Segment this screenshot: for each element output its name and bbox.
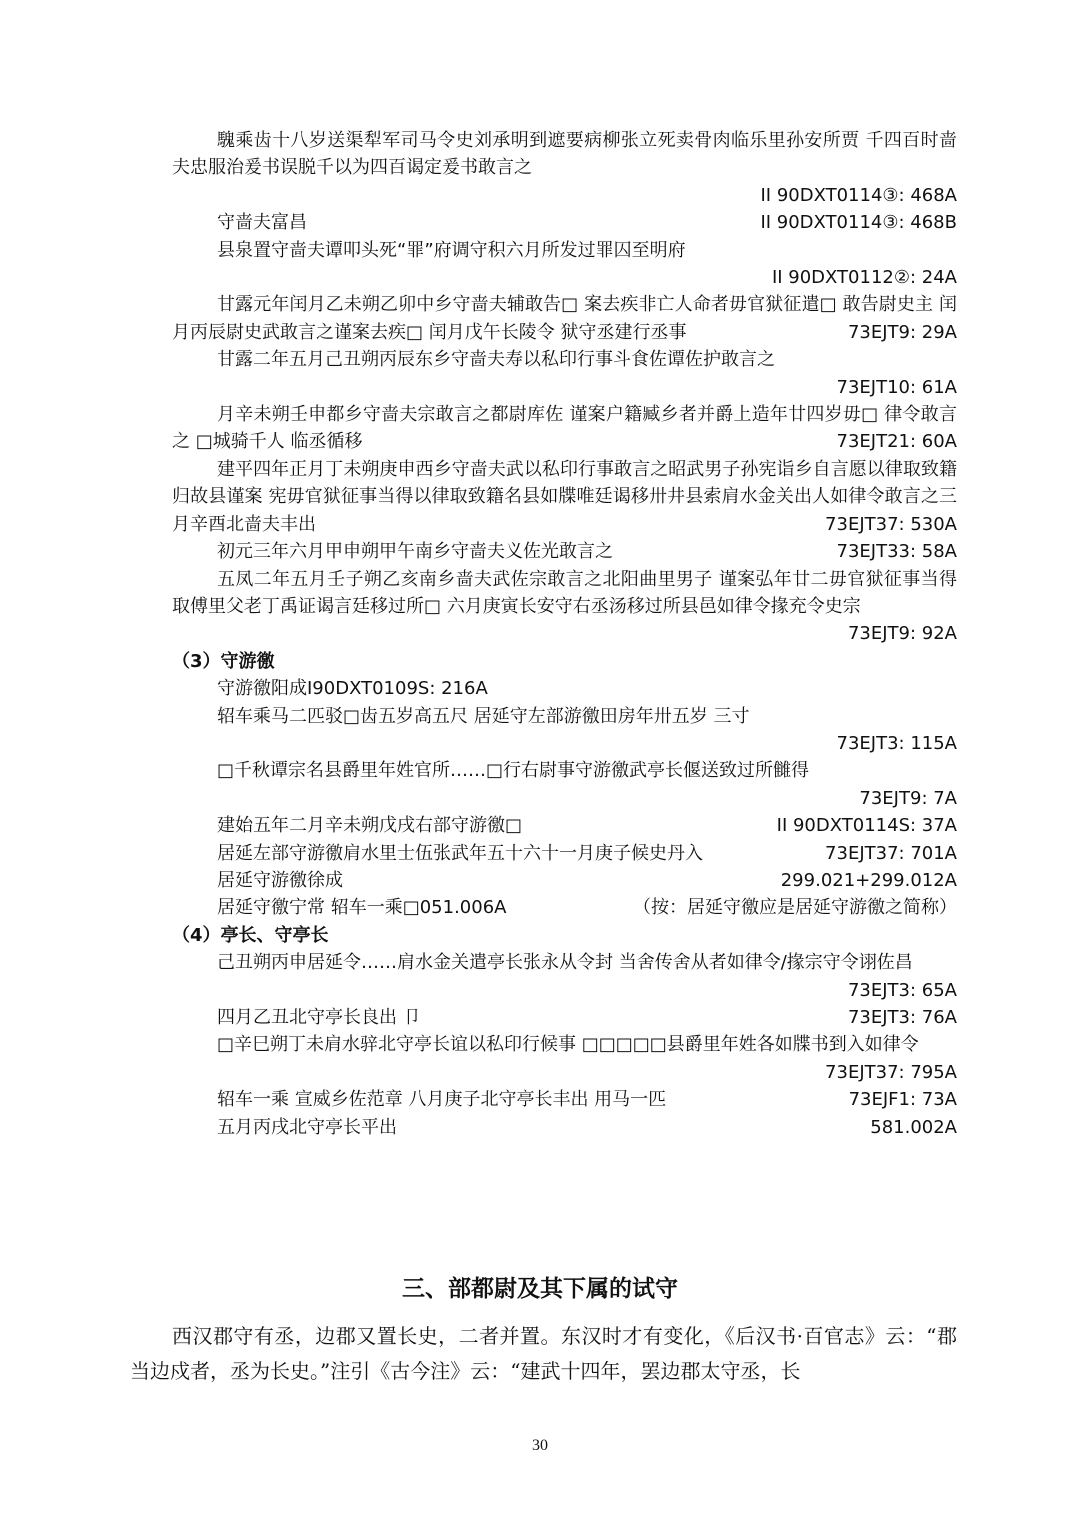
slip-entry: [172, 949, 957, 1004]
section-title: 三、部都尉及其下属的试守: [402, 1276, 678, 1302]
slip-reference: 73EJT3: 76A: [847, 1007, 957, 1028]
slip-reference: （按：居延守徼应是居延守游徼之简称）: [633, 897, 957, 919]
subsection-heading: （4）亭长、守亭长: [172, 924, 329, 946]
slip-text: 轺车乘马二匹驳□齿五岁高五尺 居延守左部游徼田房年卅五岁 三寸: [217, 705, 750, 727]
slip-entry: [172, 1114, 957, 1141]
slip-entry: [172, 566, 957, 648]
slip-entry: [172, 812, 957, 839]
slip-entry: [172, 346, 957, 373]
slip-reference: 73EJT10: 61A: [836, 376, 957, 398]
slip-reference: 73EJT33: 58A: [836, 541, 957, 563]
slip-reference: 299.021+299.012A: [780, 869, 957, 891]
slip-reference: ⅠⅠ 90DXT0114S: 37A: [776, 815, 957, 837]
slip-text: 轺车一乘 宣威乡佐范章 八月庚子北守亭长丰出 用马一匹: [217, 1089, 667, 1111]
slip-text: 五凤二年五月壬子朔乙亥南乡啬夫武佐宗敢言之北阳曲里男子 谨案弘年廿二毋官狱征事当得取傅里父老丁禹证谒言廷移过所□ 六月庚寅长安守右丞汤移过所县邑如律令掾充令史宗: [172, 568, 957, 617]
slip-entry: [172, 1086, 957, 1113]
slip-text: 初元三年六月甲申朔甲午南乡守啬夫义佐光敢言之: [217, 541, 613, 563]
slip-text: 居延守游徼徐成: [217, 869, 343, 891]
slip-text: 四月乙丑北守亭长良出 卩: [217, 1007, 421, 1028]
slip-reference: ⅠⅠ 90DXT0114③: 468A: [760, 184, 957, 206]
slip-reference: ⅠⅠ 90DXT0114③: 468B: [760, 212, 957, 234]
slip-entry: [172, 757, 957, 784]
slip-reference: 73EJT9: 7A: [859, 787, 957, 809]
slip-entry: [172, 703, 957, 730]
slip-entry: [172, 401, 957, 456]
slip-reference: 73EJT37: 701A: [825, 842, 957, 864]
slip-text: 居延守徼宁常 轺车一乘□051.006A: [217, 897, 507, 919]
slip-text: 县泉置守啬夫谭叩头死“罪”府调守积六月所发过罪囚至明府: [217, 239, 686, 261]
slip-entry: [172, 127, 957, 182]
slip-reference: 73EJT3: 115A: [836, 732, 957, 754]
slip-reference: ⅠⅠ 90DXT0112②: 24A: [771, 267, 957, 289]
slip-text: 守啬夫富昌: [217, 212, 307, 234]
slip-text: 己丑朔丙申居延令……肩水金关遣亭长张永从令封 当舍传舍从者如律令/掾宗守令诩佐昌: [217, 952, 913, 974]
slip-entry: [172, 538, 957, 565]
slip-text: 騩乘齿十八岁送渠犁军司马令史刘承明到遮要病柳张立死卖骨肉临乐里孙安所贾 千四百时啬夫忠服治爰书误脱千以为四百谒定爰书敢言之: [172, 130, 957, 179]
slip-text: 甘露元年闰月乙未朔乙卯中乡守啬夫辅敢告□ 案去疾非亡人命者毋官狱征遣□ 敢告尉史主 闰月丙辰尉史武敢言之谨案去疾□ 闰月戊午长陵令 狱守丞建行丞事: [172, 294, 957, 343]
slip-reference: 581.002A: [870, 1116, 957, 1138]
slip-entry: [172, 867, 957, 894]
slip-entry: [172, 237, 957, 264]
slip-entry: [172, 840, 957, 867]
slip-text: 建始五年二月辛未朔戊戌右部守游徼□: [217, 815, 523, 837]
slip-reference: 73EJF1: 73A: [848, 1089, 957, 1111]
slip-text: □辛巳朔丁未肩水骍北守亭长谊以私印行候事 □□□□□县爵里年姓各如牒书到入如律令: [217, 1034, 919, 1056]
page-number: 30: [532, 1437, 548, 1454]
slip-text: 居延左部守游徼肩水里士伍张武年五十六十一月庚子候史丹入: [217, 842, 703, 864]
slip-entry: [172, 209, 957, 236]
slip-text: 甘露二年五月己丑朔丙辰东乡守啬夫寿以私印行事斗食佐谭佐护敢言之: [217, 349, 775, 371]
slip-text: 守游徼阳成Ⅰ90DXT0109S: 216A: [217, 678, 488, 700]
slip-entry: [172, 894, 957, 921]
slip-reference: 73EJT37: 795A: [825, 1061, 957, 1083]
slip-entry: [172, 1004, 957, 1031]
body-text: [130, 1319, 957, 1389]
slip-entry: [172, 291, 957, 346]
slip-list: [172, 127, 957, 1141]
slip-entry: [172, 1031, 957, 1086]
slip-text: 建平四年正月丁未朔庚申西乡守啬夫武以私印行事敢言之昭武男子孙宪诣乡自言愿以律取致籍归故县谨案 宪毋官狱征事当得以律取致籍名县如牒唯廷谒移卅井县索肩水金关出人如律令敢言之三月辛酉北啬夫丰出: [172, 458, 957, 535]
body-paragraph: 西汉郡守有丞，边郡又置长史，二者并置。东汉时才有变化，《后汉书·百官志》云：“郡当边戍者，丞为长史。”注引《古今注》云：“建武十四年，罢边郡太守丞，长: [130, 1324, 957, 1383]
subsection-heading: （3）守游徼: [172, 650, 275, 672]
slip-reference: 73EJT3: 65A: [847, 979, 957, 1001]
slip-text: 五月丙戌北守亭长平出: [217, 1116, 397, 1138]
slip-reference: 73EJT37: 530A: [825, 513, 957, 535]
slip-text: 月辛未朔壬申都乡守啬夫宗敢言之都尉库佐 谨案户籍臧乡者并爵上造年廿四岁毋□ 律令敢言之 □城骑千人 临丞循移: [172, 404, 957, 453]
slip-reference: 73EJT21: 60A: [836, 431, 957, 453]
slip-reference: 73EJT9: 92A: [847, 623, 957, 645]
slip-text: □千秋谭宗名县爵里年姓官所……□行右尉事守游徼武亭长偃送致过所雠得: [217, 760, 810, 782]
slip-entry: [172, 456, 957, 538]
slip-reference: 73EJT9: 29A: [847, 321, 957, 343]
slip-entry: [172, 675, 957, 702]
